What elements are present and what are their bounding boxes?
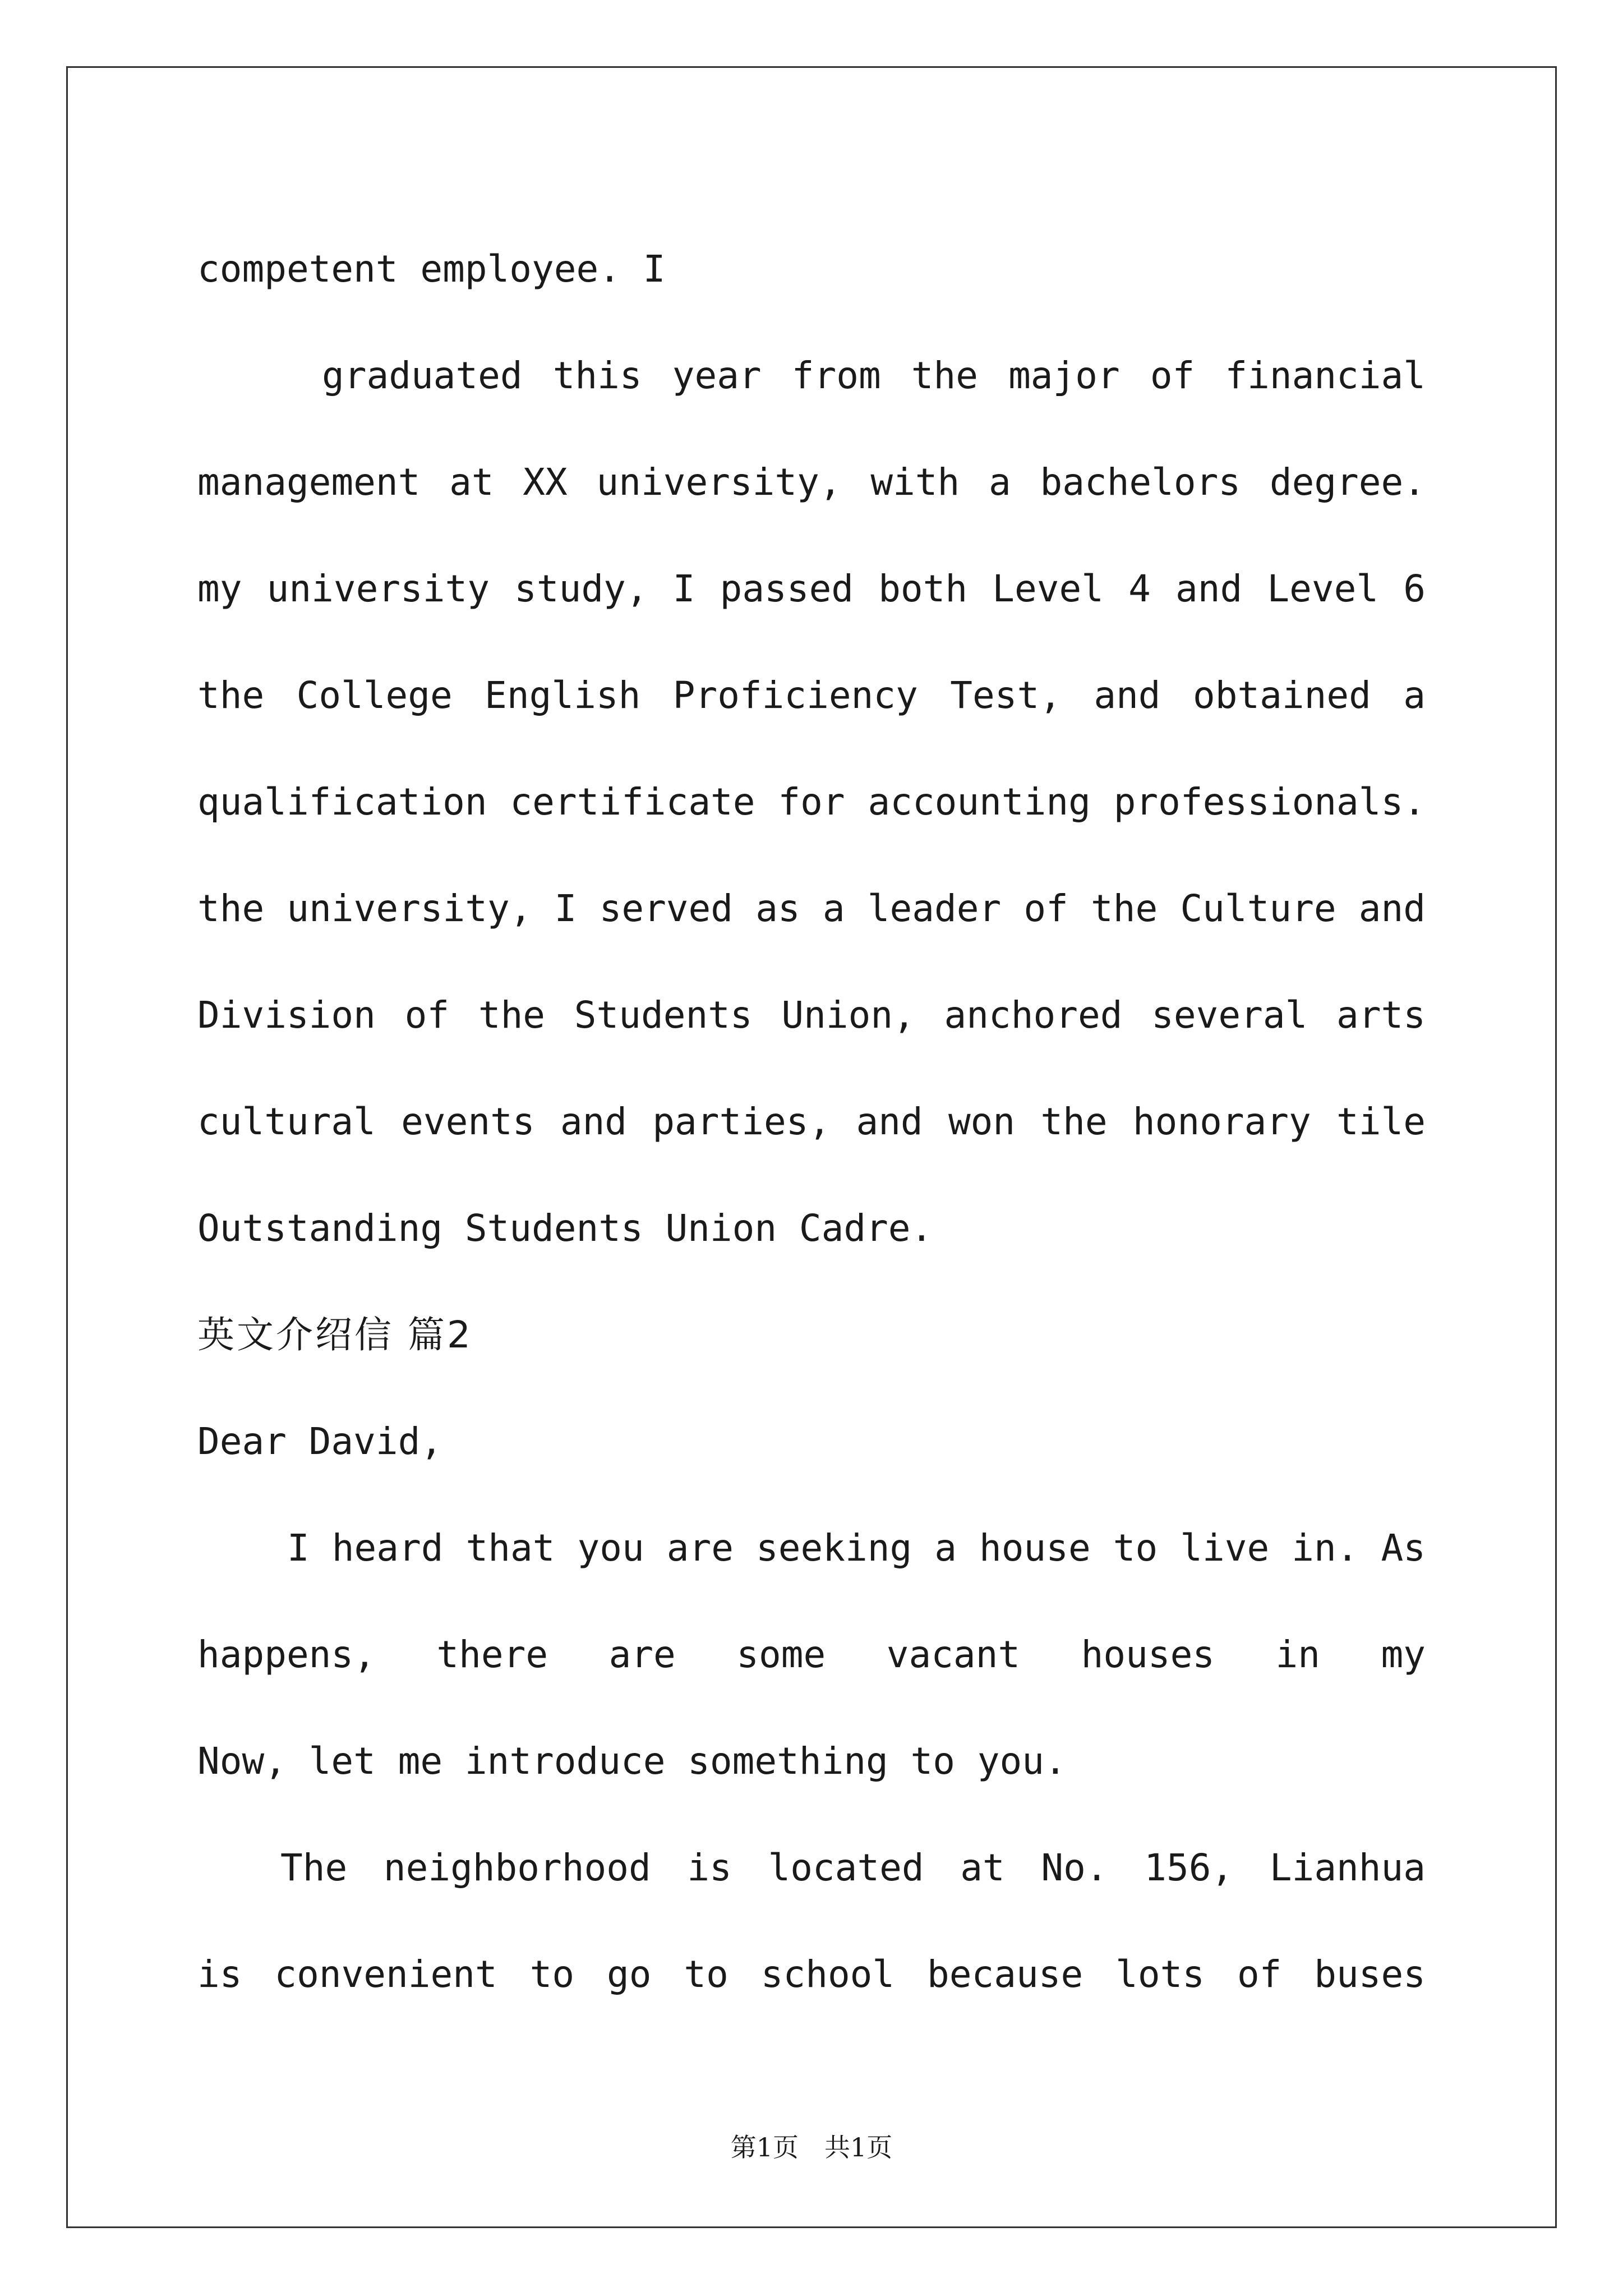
salutation: Dear David, bbox=[197, 1420, 443, 1463]
text-line: competent employee. I bbox=[197, 247, 666, 291]
section-heading: 英文介绍信 篇2 bbox=[197, 1313, 473, 1356]
text-line: Division of the Students Union, anchored several arts bbox=[197, 993, 1426, 1037]
page-footer: 第1页 共1页 bbox=[730, 2132, 893, 2162]
text-line: the university, I served as a leader of the Culture and bbox=[197, 887, 1426, 930]
text-line: is convenient to go to school because lots of buses bbox=[197, 1953, 1426, 1996]
document-body bbox=[197, 216, 1426, 2028]
text-line: management at XX university, with a bachelors degree. bbox=[197, 461, 1426, 504]
text-line: happens, there are some vacant houses in my bbox=[197, 1633, 1426, 1676]
text-line: my university study, I passed both Level 4 and Level 6 bbox=[197, 567, 1426, 610]
text-line: Outstanding Students Union Cadre. bbox=[197, 1207, 933, 1250]
text-line: graduated this year from the major of financial bbox=[322, 354, 1426, 397]
text-line: qualification certificate for accounting professionals. bbox=[197, 780, 1426, 823]
text-line: cultural events and parties, and won the honorary tile bbox=[197, 1100, 1426, 1143]
text-line: Now, let me introduce something to you. bbox=[197, 1740, 1067, 1783]
text-line: The neighborhood is located at No. 156, Lianhua bbox=[280, 1846, 1426, 1889]
text-line: I heard that you are seeking a house to live in. As bbox=[287, 1526, 1426, 1570]
text-line: the College English Proficiency Test, and obtained a bbox=[197, 674, 1426, 717]
